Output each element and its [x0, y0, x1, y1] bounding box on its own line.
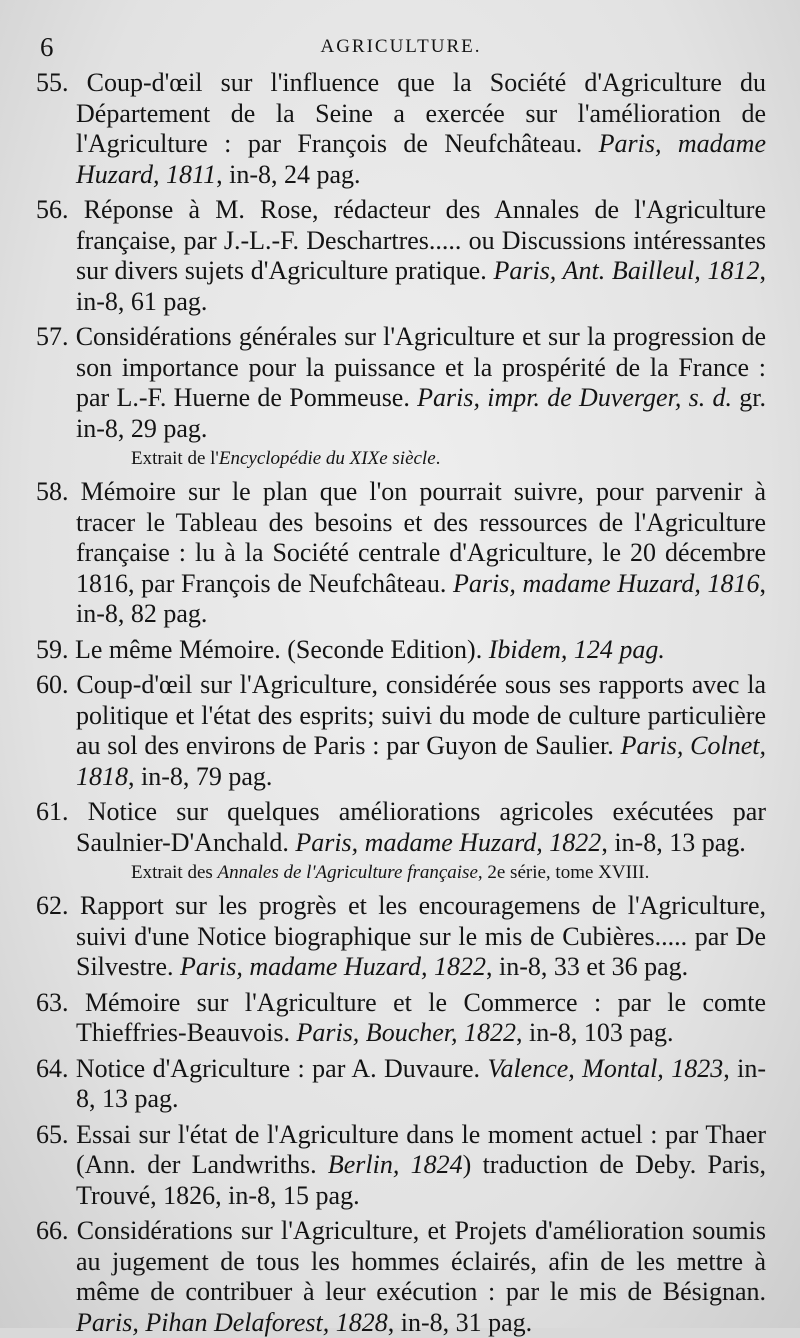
running-head: AGRICULTURE. [320, 36, 482, 57]
entry-details: , in-8, 33 et 36 pag. [485, 952, 689, 981]
entry-text: Essai sur l'état de l'Agriculture dans le moment actuel : par Thaer (Ann. der Landwriths. [76, 1119, 766, 1179]
entry-number: 59. [36, 634, 69, 664]
entry-number: 57. [36, 322, 69, 351]
entry-59 [36, 635, 766, 666]
entry-publication: Paris, Boucher, 1822 [296, 1018, 517, 1047]
entry-number: 58. [36, 477, 69, 506]
entry-58 [36, 477, 766, 630]
entry-text: Considérations sur l'Agriculture, et Projets d'amélioration soumis au jugement de tous les hommes éclairés, afin de les mettre à même de contribuer à leur exécution : par le mis de Bésignan. [76, 1216, 766, 1306]
note-encyclopedie: Extrait de l'Encyclopédie du XIXe siècle. [131, 448, 441, 469]
entry-text: Rapport sur les progrès et les encouragemens de l'Agriculture, suivi d'une Notice biographique sur le mis de Cubières..... par De Silvestre. [76, 891, 767, 981]
note-annales: Extrait des Annales de l'Agriculture française, 2e série, tome XVIII. [131, 862, 650, 883]
entry-publication: Valence, Montal, 1823 [487, 1053, 724, 1083]
entry-64 [36, 1054, 766, 1115]
entry-details: , in-8, 82 pag. [76, 568, 766, 628]
entry-publication: Paris, Colnet, 1818 [76, 731, 767, 791]
entry-publication: Paris, madame Huzard, 1822 [180, 952, 486, 981]
entry-text: Coup-d'œil sur l'influence que la Société d'Agriculture du Département de la Seine a exercée sur l'amélioration de l'Agriculture : par François de Neufchâteau. [76, 68, 766, 158]
entry-details: gr. in-8, 29 pag. [76, 383, 766, 443]
entry-details: , in-8, 61 pag. [76, 256, 766, 316]
entry-62 [36, 891, 766, 983]
entry-publication: Paris, Pihan Delaforest, 1828 [76, 1307, 388, 1337]
entry-details: ) traduction de Deby. Paris, Trouvé, 1826, in-8, 15 pag. [76, 1150, 766, 1210]
entry-text: Notice d'Agriculture : par A. Duvaure. [75, 1053, 488, 1083]
entry-publication: Paris, Ant. Bailleul, 1812 [493, 256, 760, 285]
entry-number: 66. [36, 1216, 69, 1245]
entry-publication: Paris, madame Huzard, 1822 [295, 827, 602, 857]
entry-text: Mémoire sur le plan que l'on pourrait suivre, pour parvenir à tracer le Tableau des besoins et des ressources de l'Agriculture française : lu à la Société centrale d'Agriculture, le 20 décembre 1816, par François de Neufchâteau. [76, 477, 767, 598]
entry-number: 65. [36, 1119, 69, 1149]
page-header [36, 26, 766, 62]
entry-number: 64. [36, 1053, 69, 1083]
bibliography-list [36, 68, 766, 1338]
entry-details: , in-8, 13 pag. [601, 827, 746, 857]
entry-publication: Ibidem, 124 pag. [488, 634, 665, 664]
entry-text: Notice sur quelques améliorations agricoles exécutées par Saulnier-D'Anchald. [76, 797, 766, 857]
entry-number: 62. [36, 891, 69, 920]
entry-number: 63. [36, 987, 69, 1017]
entry-publication: Paris, madame Huzard, 1816 [453, 568, 760, 598]
entry-63 [36, 988, 766, 1049]
entry-details: , in-8, 24 pag. [216, 159, 361, 189]
entry-number: 55. [36, 68, 69, 97]
entry-66 [36, 1216, 766, 1338]
entry-55 [36, 68, 766, 190]
entry-details: , in-8, 13 pag. [76, 1053, 766, 1113]
entry-details: , in-8, 31 pag. [387, 1307, 533, 1337]
page-number: 6 [40, 32, 54, 62]
entry-publication: Berlin, 1824 [327, 1150, 463, 1179]
entry-57 [36, 322, 766, 444]
entry-text: Coup-d'œil sur l'Agriculture, considérée sous ses rapports avec la politique et l'état des esprits; suivi du mode de culture particulière au sol des environs de Paris : par Guyon de Saulier. [76, 670, 766, 760]
entry-text: Considérations générales sur l'Agriculture et sur la progression de son importance pour la puissance et la prospérité de la France : par L.-F. Huerne de Pommeuse. [75, 322, 766, 412]
entry-56 [36, 195, 766, 317]
entry-number: 60. [36, 670, 69, 699]
entry-text: Le même Mémoire. (Seconde Edition). [75, 634, 489, 664]
entry-publication: Paris, madame Huzard, 1811 [76, 129, 766, 189]
entry-60 [36, 670, 766, 792]
entry-text: Réponse à M. Rose, rédacteur des Annales de l'Agriculture française, par J.-L.-F. Deschartres..... ou Discussions intéressantes sur divers sujets d'Agriculture pratique. [76, 195, 766, 285]
entry-text: Mémoire sur l'Agriculture et le Commerce : par le comte Thieffries-Beauvois. [76, 987, 767, 1047]
entry-61 [36, 797, 766, 858]
entry-details: , in-8, 79 pag. [128, 761, 273, 791]
entry-65 [36, 1120, 766, 1212]
entry-number: 61. [36, 797, 69, 826]
entry-number: 56. [36, 195, 69, 224]
entry-publication: Paris, impr. de Duverger, s. d. [417, 383, 732, 412]
entry-details: , in-8, 103 pag. [516, 1018, 674, 1047]
